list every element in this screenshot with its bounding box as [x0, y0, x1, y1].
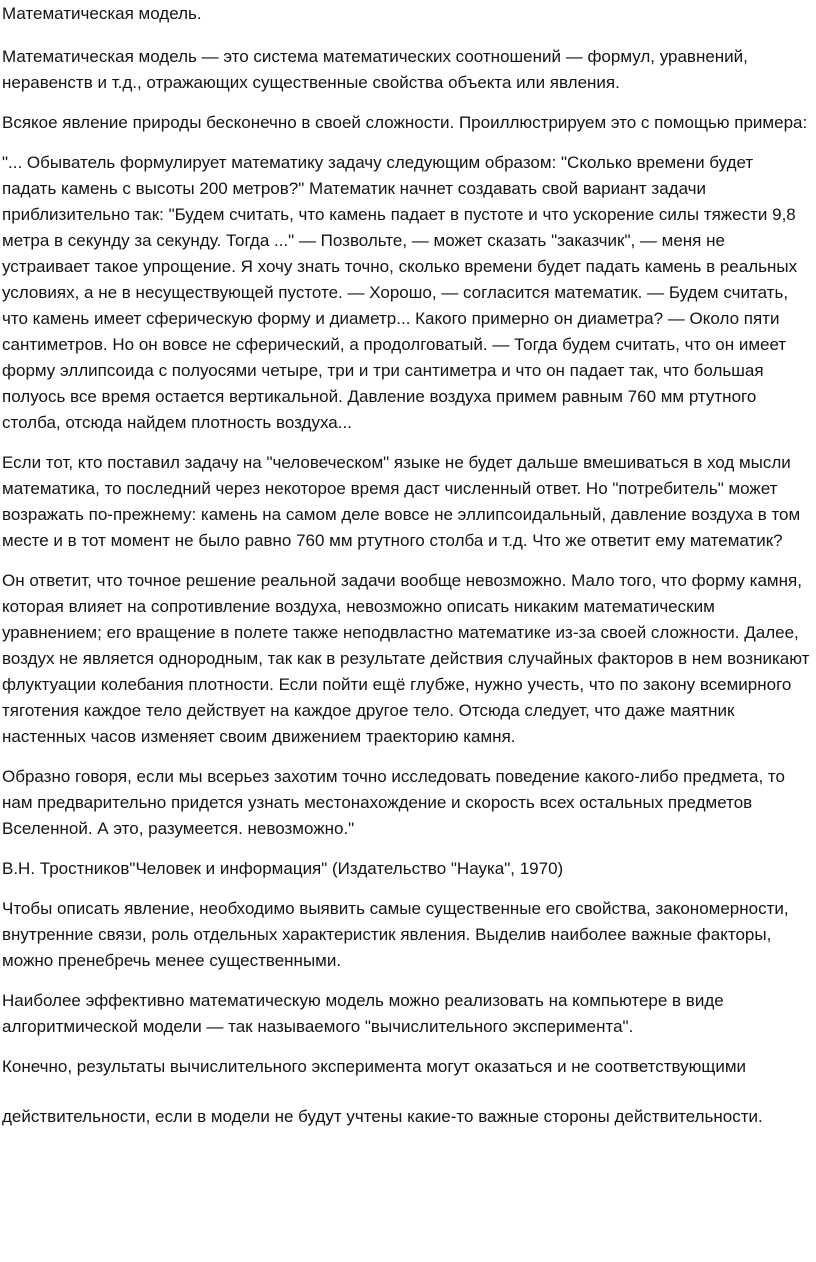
- citation-source: В.Н. Тростников"Человек и информация" (Издательство "Наука", 1970): [2, 859, 564, 878]
- paragraph-results-line-2: действительности, если в модели не будут учтены какие-то важные стороны действительности.: [2, 1107, 763, 1126]
- paragraph-computer-experiment: Наиболее эффективно математическую модель можно реализовать на компьютере в виде алгоритмической модели — так называемого "вычислительного эксперимента".: [2, 991, 724, 1036]
- paragraph-quote-consumer: Если тот, кто поставил задачу на "человеческом" языке не будет дальше вмешиваться в ход мысли математика, то последний через некоторое время даст численный ответ. Но "потребитель" может возражать по-прежнему: камень на самом деле вовсе не эллипсоидальный, давление воздуха в том месте и в тот момент не было равно 760 мм ртутного столба и т.д. Что же ответит ему математик?: [2, 453, 801, 550]
- paragraph-essential-properties: Чтобы описать явление, необходимо выявить самые существенные его свойства, закономерности, внутренние связи, роль отдельных характеристик явления. Выделив наиболее важные факторы, можно пренебречь менее существенными.: [2, 899, 789, 970]
- document-title: Математическая модель.: [2, 4, 202, 23]
- paragraph-quote-answer: Он ответит, что точное решение реальной задачи вообще невозможно. Мало того, что форму камня, которая влияет на сопротивление воздуха, невозможно описать никаким математическим уравнением; его вращение в полете также неподвластно математике из-за своей сложности. Далее, воздух не является однородным, так как в результате действия случайных факторов в нем возникают флуктуации колебания плотности. Если пойти ещё глубже, нужно учесть, что по закону всемирного тяготения каждое тело действует на каждое другое тело. Отсюда следует, что даже маятник настенных часов изменяет своим движением траекторию камня.: [2, 571, 810, 746]
- paragraph-definition: Математическая модель — это система математических соотношений — формул, уравнений, неравенств и т.д., отражающих существенные свойства объекта или явления.: [2, 47, 748, 92]
- paragraph-quote-stone: "... Обыватель формулирует математику задачу следующим образом: "Сколько времени будет падать камень с высоты 200 метров?" Математик начнет создавать свой вариант задачи приблизительно так: "Будем считать, что камень падает в пустоте и что ускорение силы тяжести 9,8 метра в секунду за секунду. Тогда ..." — Позвольте, — может сказать "заказчик", — меня не устраивает такое упрощение. Я хочу знать точно, сколько времени будет падать камень в реальных условиях, а не в несуществующей пустоте. — Хорошо, — согласится математик. — Будем считать, что камень имеет сферическую форму и диаметр... Какого примерно он диаметра? — Около пяти сантиметров. Но он вовсе не сферический, а продолговатый. — Тогда будем считать, что он имеет форму эллипсоида с полуосями четыре, три и три сантиметра и что он падает так, что большая полуось все время остается вертикальной. Давление воздуха примем равным 760 мм ртутного столба, отсюда найдем плотность воздуха...: [2, 153, 798, 432]
- paragraph-quote-universe: Образно говоря, если мы всерьез захотим точно исследовать поведение какого-либо предмета, то нам предварительно придется узнать местонахождение и скорость всех остальных предметов Вселенной. А это, разумеется. невозможно.": [2, 767, 785, 838]
- paragraph-complexity: Всякое явление природы бесконечно в своей сложности. Проиллюстрируем это с помощью примера:: [2, 113, 808, 132]
- paragraph-results-line-1: Конечно, результаты вычислительного эксперимента могут оказаться и не соответствующими: [2, 1057, 747, 1076]
